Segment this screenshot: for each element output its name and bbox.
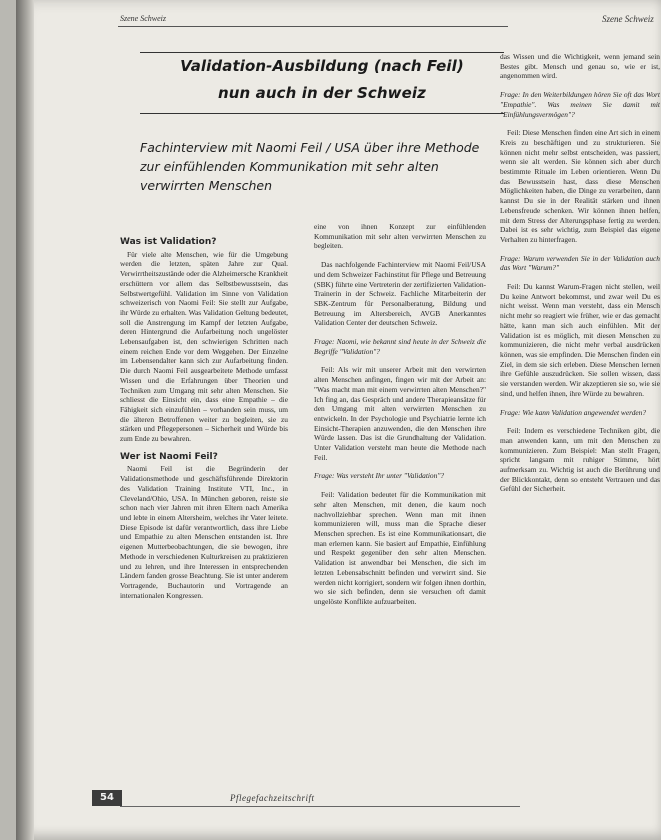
footer-publication: Pflegefachzeitschrift: [230, 793, 315, 803]
paragraph: Feil: Als wir mit unserer Arbeit mit den verwirrten alten Menschen anfingen, fingen wir mit der Arbeit an: "Was macht man mit einem verwirrten alten Menschen?" Ich fing an, das Gespräch und andere Therapieansätze für den Umgang mit alten verwirrten Menschen zu entwickeln. In der Psychologie und Psychiatrie lernte ich Einsicht-Therapien anzuwenden, die den Menschen ihre Würde lassen. Das ist die Grundhaltung der Validation. Unter Validation versteht man heute die Methode nach Feil.: [314, 365, 486, 462]
running-header-left: Szene Schweiz: [120, 14, 166, 23]
paragraph: Das nachfolgende Fachinterview mit Naomi Feil/USA und dem Schweizer Fachinstitut für Pflege und Betreuung (SBK) führte eine Vertreterin der zertifizierten Validation-Trainerin in der Schweiz. Fachliche Mitarbeiterin der SBK-Zentrum für Personalberatung, Bildung und Betreuung im Altersbereich, AVGB Anerkanntes Validation Center der deutschen Schweiz.: [314, 260, 486, 328]
paragraph: eine von ihnen Konzept zur einfühlenden Kommunikation mit sehr alten verwirrten Menschen zu begleiten.: [314, 222, 486, 251]
paragraph: Feil: Indem es verschiedene Techniken gibt, die man anwenden kann, um mit den Menschen zu kommunizieren. Zum Beispiel: Man stellt Fragen, spricht langsam mit ruhiger Stimme, hört aufmerksam zu. Wichtig ist auch die Berührung und der Blickkontakt, denn so entsteht Vertrauen und das Gefühl der Sicherheit.: [500, 426, 660, 494]
paragraph: Naomi Feil ist die Begründerin der Validationsmethode und geschäftsführende Direktorin des Validation Training Institute VTI, Inc., in Cleveland/Ohio, USA. In München geboren, reiste sie schon nach vier Jahren mit ihren Eltern nach Amerika und lebte in einem Altersheim, welches ihr Vater leitete. Diese Episode ist dafür verantwortlich, dass ihre Liebe und Empathie zu alten Menschen entstanden ist. Ihre eigenen Mutterbeobachtungen, die sie bewogen, ihre Methode in verschiedenen Kulturkreisen zu praktizieren und zu lehren, und ihre Interessen in entsprechenden Ländern fanden grosse Beachtung. Sie ist unter anderem Vortragende, Buchautorin und Vortragende an internationalen Kongressen.: [120, 464, 288, 600]
text-column-1: [120, 234, 288, 779]
section-heading: Wer ist Naomi Feil?: [120, 451, 218, 462]
interview-question: Frage: Naomi, wie bekannt sind heute in der Schweiz die Begriffe "Validation"?: [314, 337, 486, 356]
article-title-box: [140, 52, 504, 114]
paragraph: Für viele alte Menschen, wie für die Umgebung werden die letzten, späten Jahre zur Qual. Verwirrtheitszustände oder die Alzheimersche Krankheit erschüttern vor allem das Selbstbewusstsein, das Selbstwertgefühl. Validation im Sinne von Validation schweizerisch von Naomi Feil: Sie stellt zur Aufgabe, ihr Würde zu erhalten. Was Validation Geltung bedeutet, soll die Anstrengung im Kampf der letzten Aufgabe, deren Hintergrund die Aufarbeitung noch ungelöster Lebensaufgaben ist, den schwierigen Schritten nach einem reichen Ende vor dem Weggehen. Der Einzelne im Lebensendalter kann sich zur Aufarbeitung finden. Die durch Naomi Feil ausgearbeitete Methode umfasst Wissen und die Erfahrungen über Theorien und Techniken zum Umgang mit sehr alten Menschen. Sie schliesst die Einsicht ein, dass eine Empathie – die Fähigkeit sich einzufühlen – vorhanden sein muss, um die älteren Betroffenen weiter zu begleiten, sie zu stärken und Pflegepersonen – Sicherheit und Würde bis zum Ende zu bewahren.: [120, 249, 288, 444]
article-title: [140, 53, 504, 107]
text-column-2: [314, 222, 486, 777]
section-heading: Was ist Validation?: [120, 237, 217, 247]
paragraph: Feil: Diese Menschen finden eine Art sich in einem Kreis zu beschäftigen und zu strukturieren. Sie können nicht mehr selbst entscheiden, was passiert, wenn sie alt werden. Sie können sich aber durch bestimmte Rituale im Leben orientieren. Wenn Du das Bewusstsein hast, dass diese Menschen Möglichkeiten haben, die Dinge zu verarbeiten, dann kannst Du sie in der Realität stärken und ihnen Lebensfreude schenken. Wir können ihnen helfen, mit dem Stress der Alterungsphase fertig zu werden. Dabei ist es sehr wichtig, zum Beispiel das eigene Verhalten zu hinterfragen.: [500, 128, 660, 244]
header-rule: [118, 26, 508, 27]
paragraph: das Wissen und die Wichtigkeit, wenn jemand sein Bestes gibt. Mensch und genau so, wie er ist, angenommen wird.: [500, 52, 660, 81]
interview-question: Frage: Warum verwenden Sie in der Validation auch das Wort "Warum?": [500, 253, 660, 273]
book-spine-shadow: [16, 0, 34, 840]
magazine-page: [16, 0, 661, 840]
paragraph: Feil: Validation bedeutet für die Kommunikation mit sehr alten Menschen, mit denen, die kaum noch nachvollziehbar sprechen. Wenn man mit ihnen kommunizieren will, muss man die Sprache dieser Menschen sprechen. Es ist eine Kommunikationsart, die man erlernen kann. Sie basiert auf Empathie, Einfühlung und Respekt gegenüber den sehr alten Menschen. Validation ist anwendbar bei Menschen, die sich im letzten Lebensabschnitt befinden und verwirrt sind. Sie werden nicht korrigiert, sondern wir folgen ihnen dorthin, wo sie sich befinden, denn sie versuchen oft damit ungelöste Konflikte aufzuarbeiten.: [314, 490, 486, 606]
paragraph: Feil: Du kannst Warum-Fragen nicht stellen, weil Du keine Antwort bekommst, und zwar weil Du es nicht weisst. Wenn man versteht, dass ein Mensch nicht mehr so reagiert wie früher, wie er das gemacht hätte, kann man sich auch einfühlen. Mit der Validation ist es möglich, mit diesen Menschen zu kommunizieren, die nicht mehr verbal ausdrücken können, was sie empfinden. Die Menschen finden ein Ziel, in dem sie sich erleben. Diese Menschen lernen ihre Gefühle auszudrücken. Sie sollen wissen, dass sie verstanden werden. Wir akzeptieren sie so, wie sie sind, und helfen ihnen, ihre Würde zu bewahren.: [500, 282, 660, 398]
article-subtitle: Fachinterview mit Naomi Feil / USA über ihre Methode zur einfühlenden Kommunikation mit sehr alten verwirrten Menschen: [140, 140, 480, 193]
interview-question: Frage: Wie kann Validation angewendet werden?: [500, 407, 647, 417]
article-title-line-2: nun auch in der Schweiz: [217, 84, 426, 102]
interview-question: Frage: In den Weiterbildungen hören Sie oft das Wort "Empathie". Was meinen Sie damit mit "Einfühlungsvermögen"?: [500, 90, 660, 119]
footer-rule: [120, 806, 520, 807]
article-title-line-1: Validation-Ausbildung (nach Feil): [180, 57, 464, 75]
interview-question: Frage: Was versteht Ihr unter "Validation"?: [314, 471, 445, 481]
page-number: 54: [92, 790, 122, 806]
text-column-3: [500, 52, 660, 782]
running-header-right: Szene Schweiz: [602, 14, 654, 24]
